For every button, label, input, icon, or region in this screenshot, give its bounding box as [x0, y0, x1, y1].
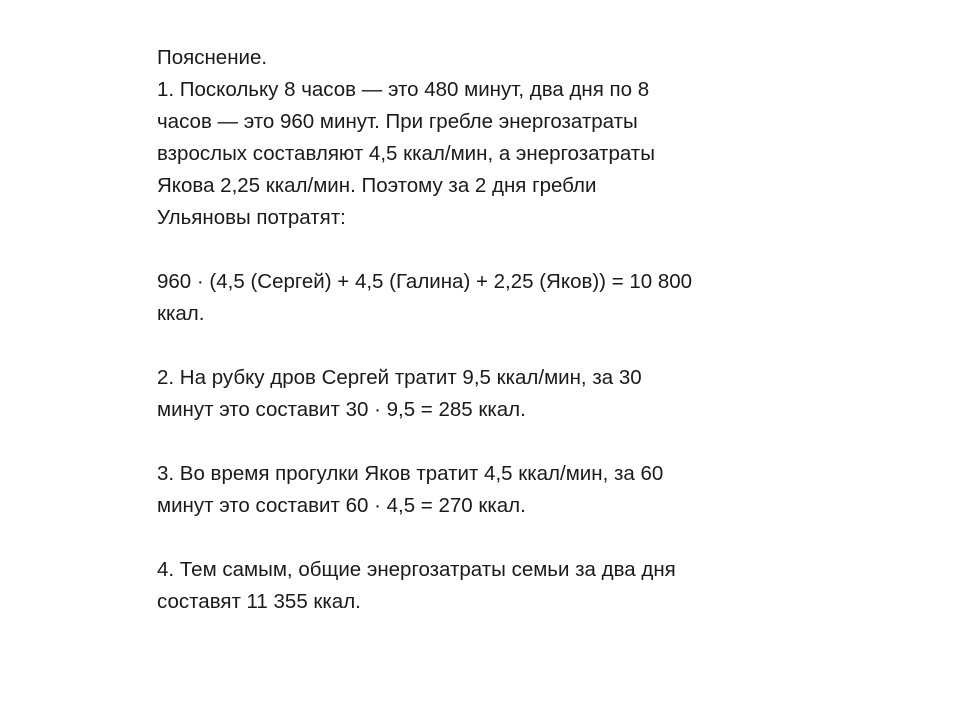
paragraph-gap: [157, 330, 807, 362]
item-4-line: составят 11 355 ккал.: [157, 590, 361, 613]
paragraph-gap: [157, 234, 807, 266]
paragraph-gap: [157, 426, 807, 458]
formula-paragraph: [157, 266, 807, 330]
explanation-text: [157, 42, 807, 618]
item-1-line: 1. Поскольку 8 часов — это 480 минут, два дня по 8: [157, 78, 650, 101]
formula-line: ккал.: [157, 302, 205, 325]
item-2-line: 2. На рубку дров Сергей тратит 9,5 ккал/мин, за 30: [157, 366, 642, 389]
paragraph-gap: [157, 522, 807, 554]
item-4-line: 4. Тем самым, общие энергозатраты семьи за два дня: [157, 558, 676, 581]
item-1-line: взрослых составляют 4,5 ккал/мин, а энергозатраты: [157, 142, 655, 165]
item-3-line: минут это составит 60 · 4,5 = 270 ккал.: [157, 494, 526, 517]
item-1-line: часов — это 960 минут. При гребле энергозатраты: [157, 110, 638, 133]
item-4-paragraph: [157, 554, 807, 618]
item-2-line: минут это составит 30 · 9,5 = 285 ккал.: [157, 398, 526, 421]
item-3-line: 3. Во время прогулки Яков тратит 4,5 ккал/мин, за 60: [157, 462, 664, 485]
item-1-line: Якова 2,25 ккал/мин. Поэтому за 2 дня гребли: [157, 174, 597, 197]
item-1-paragraph: [157, 74, 807, 234]
formula-line: 960 · (4,5 (Сергей) + 4,5 (Галина) + 2,25 (Яков)) = 10 800: [157, 270, 693, 293]
item-3-paragraph: [157, 458, 807, 522]
item-2-paragraph: [157, 362, 807, 426]
item-1-line: Ульяновы потратят:: [157, 206, 346, 229]
heading: Пояснение.: [157, 46, 268, 69]
